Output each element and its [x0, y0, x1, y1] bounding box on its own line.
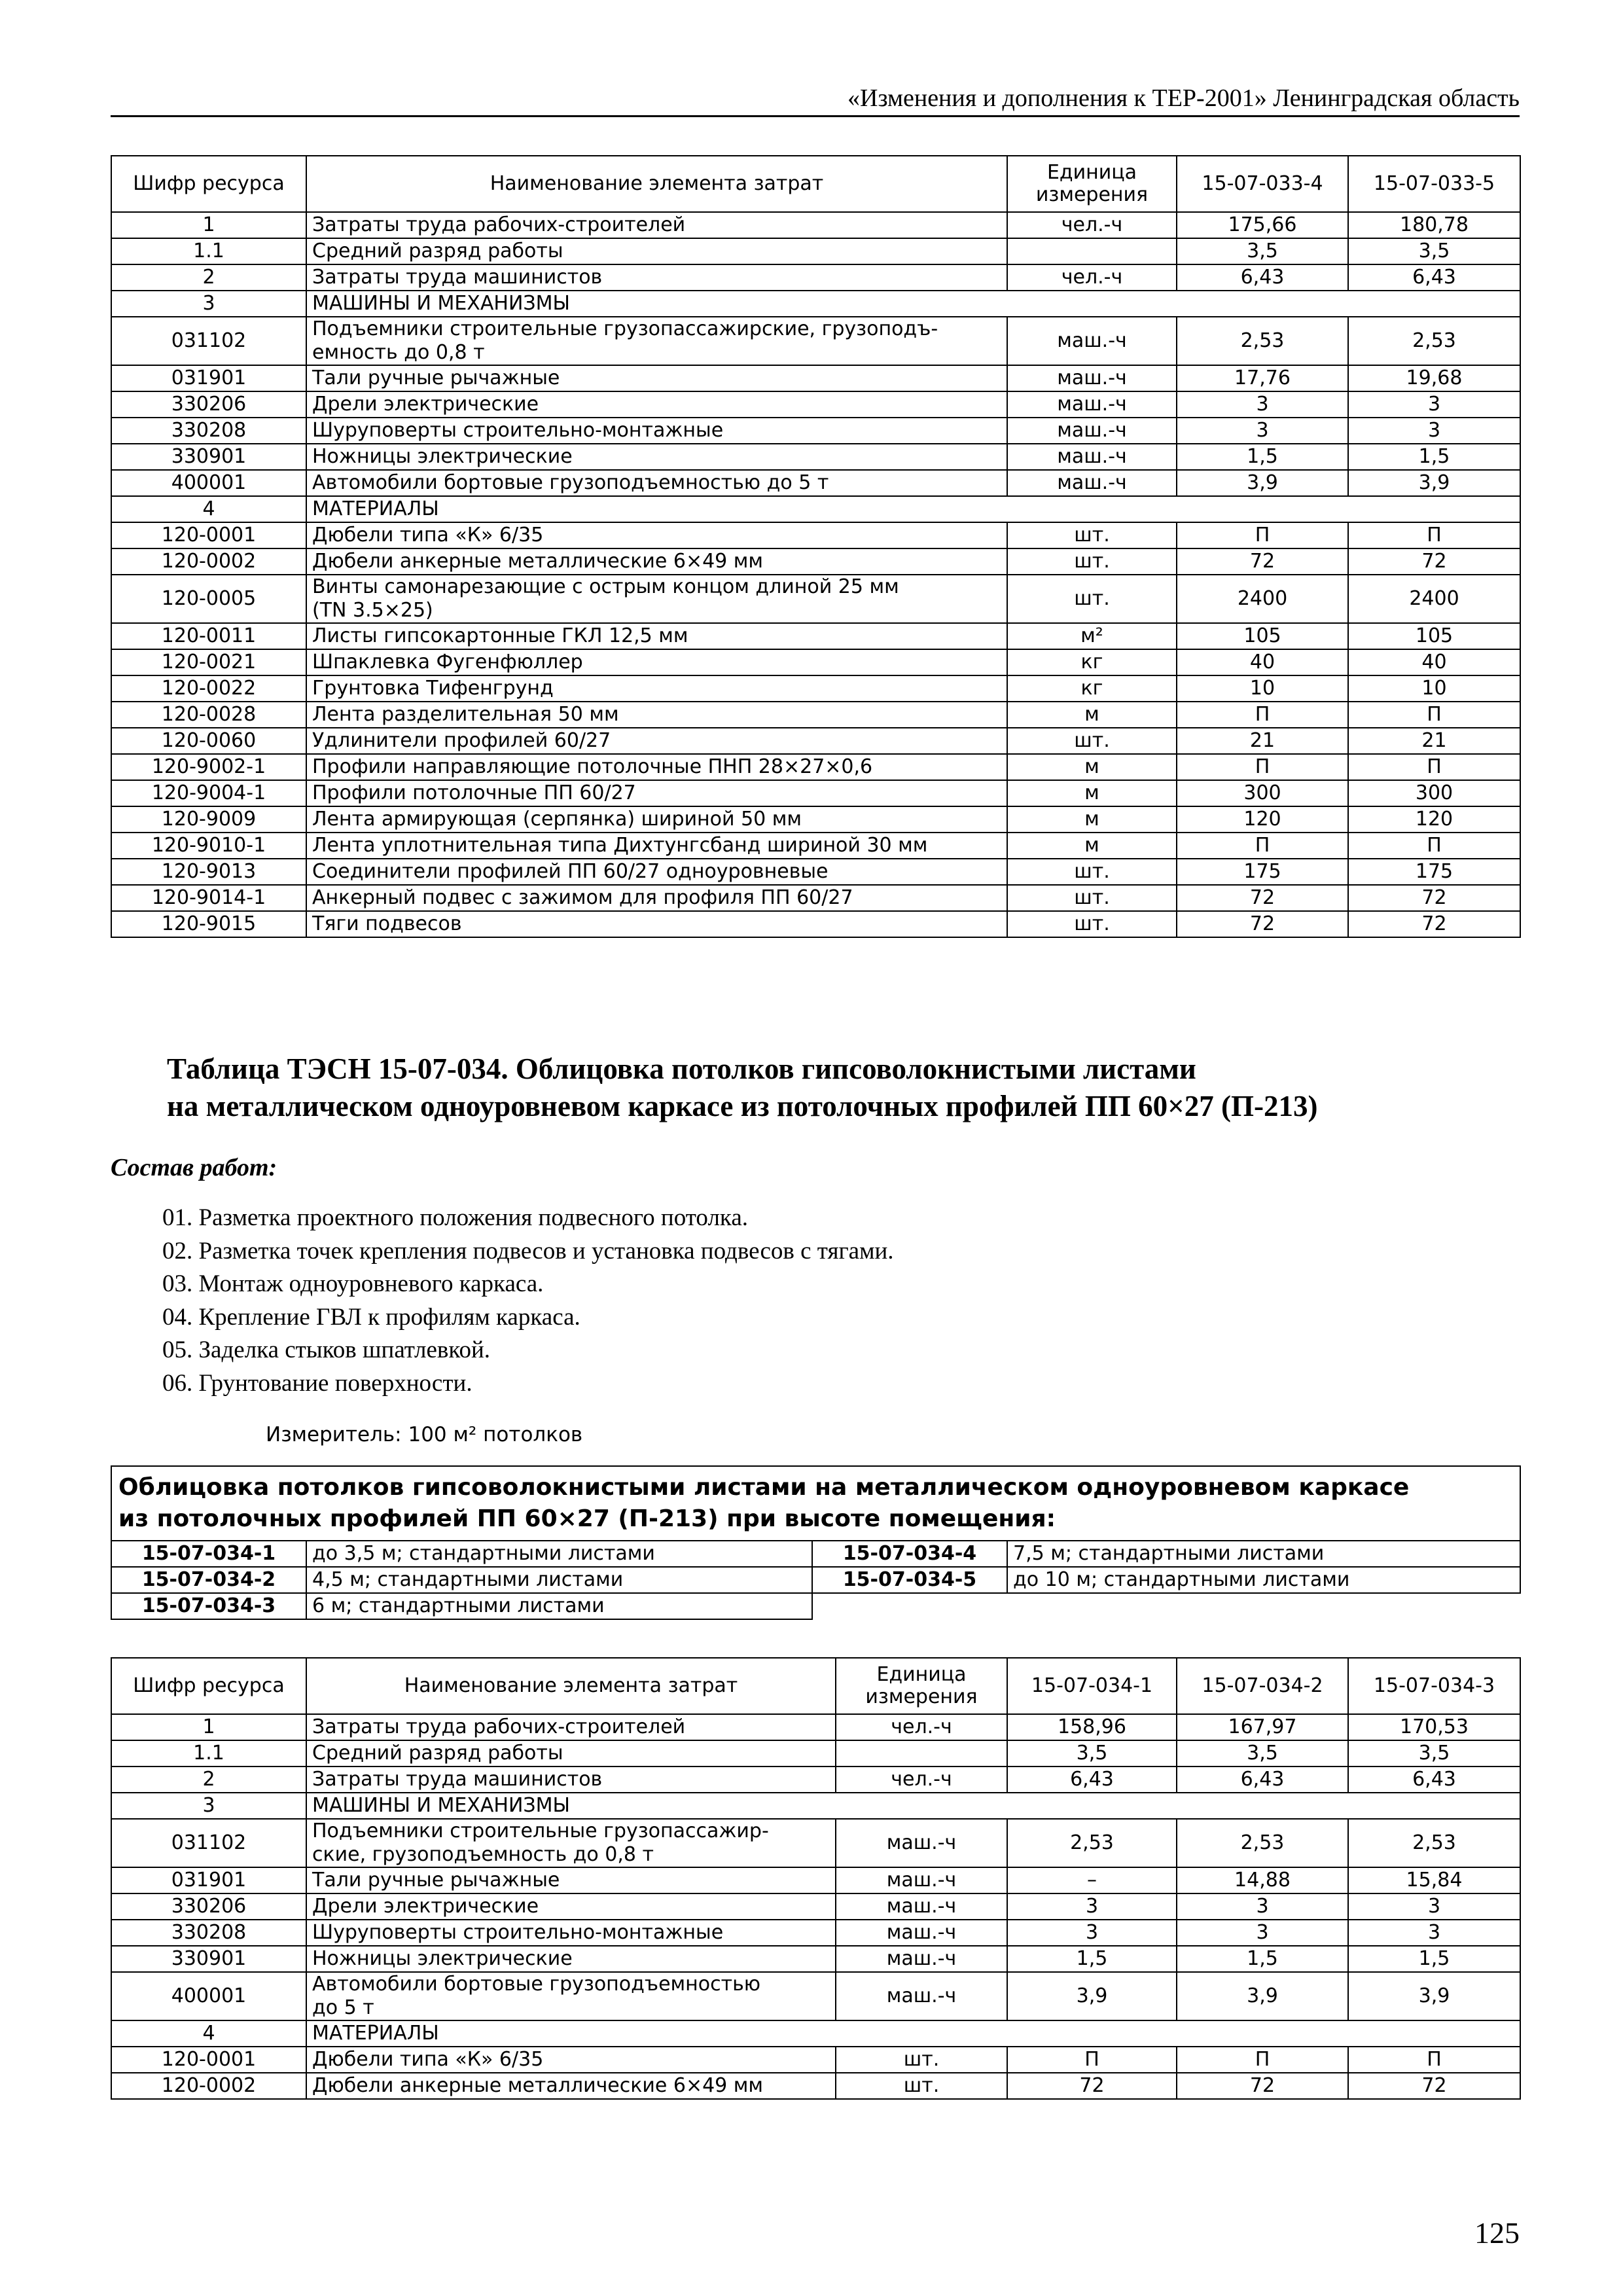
- resource-table-033: [111, 155, 1521, 938]
- value-cell: 72: [1177, 548, 1348, 575]
- value-cell: 15,84: [1348, 1867, 1520, 1893]
- unit: маш.-ч: [836, 1893, 1007, 1920]
- resource-table-034: [111, 1657, 1521, 2100]
- value-cell: 300: [1348, 780, 1520, 806]
- value-cell: П: [1007, 2047, 1177, 2073]
- resource-code: 1.1: [111, 1740, 306, 1767]
- header-row: [111, 156, 1520, 212]
- resource-code: 330901: [111, 1946, 306, 1972]
- resource-code: 400001: [111, 470, 306, 496]
- resource-name: Ножницы электрические: [306, 444, 1007, 470]
- resource-code: 120-0028: [111, 702, 306, 728]
- unit: м: [1007, 780, 1177, 806]
- norm-code: 15-07-034-1: [111, 1541, 306, 1567]
- unit: чел.-ч: [836, 1767, 1007, 1793]
- resource-code: 120-0021: [111, 649, 306, 675]
- unit: шт.: [1007, 911, 1177, 937]
- unit: шт.: [1007, 548, 1177, 575]
- resource-name: Тали ручные рычажные: [306, 1867, 836, 1893]
- resource-code: 330901: [111, 444, 306, 470]
- resource-code: 2: [111, 1767, 306, 1793]
- table-row: [111, 1893, 1520, 1920]
- resource-name: Дрели электрические: [306, 391, 1007, 418]
- unit: [836, 1740, 1007, 1767]
- table-row: [111, 649, 1520, 675]
- resource-name: Шуруповерты строительно-монтажные: [306, 1920, 836, 1946]
- value-cell: 2400: [1348, 575, 1520, 623]
- table-row: [111, 885, 1520, 911]
- work-item: 01. Разметка проектного положения подвесного потолка.: [162, 1204, 748, 1231]
- resource-name: Шуруповерты строительно-монтажные: [306, 418, 1007, 444]
- column-header: Шифр ресурса: [111, 1658, 306, 1714]
- unit: маш.-ч: [1007, 317, 1177, 365]
- resource-code: 120-0002: [111, 2073, 306, 2099]
- resource-code: 330208: [111, 1920, 306, 1946]
- table-row: [111, 575, 1520, 623]
- unit: шт.: [1007, 859, 1177, 885]
- resource-code: 120-9009: [111, 806, 306, 833]
- value-cell: 3: [1348, 418, 1520, 444]
- norm-desc: 6 м; стандартными листами: [306, 1593, 812, 1619]
- meter-text: Измеритель: 100 м² потолков: [266, 1423, 583, 1446]
- value-cell: 120: [1348, 806, 1520, 833]
- unit: маш.-ч: [836, 1867, 1007, 1893]
- unit: маш.-ч: [1007, 391, 1177, 418]
- column-header: Наименование элемента затрат: [306, 156, 1007, 212]
- value-cell: 2,53: [1348, 1819, 1520, 1867]
- table-row: [111, 391, 1520, 418]
- section-name: МАШИНЫ И МЕХАНИЗМЫ: [306, 1793, 1520, 1819]
- value-cell: 21: [1348, 728, 1520, 754]
- section-title-line1: Таблица ТЭСН 15-07-034. Облицовка потолков гипсоволокнистыми листами: [167, 1052, 1196, 1085]
- value-cell: 40: [1348, 649, 1520, 675]
- column-header: 15-07-034-3: [1348, 1658, 1520, 1714]
- value-cell: 2400: [1177, 575, 1348, 623]
- value-cell: 72: [1177, 885, 1348, 911]
- resource-code: 120-0022: [111, 675, 306, 702]
- column-header: 15-07-034-2: [1177, 1658, 1348, 1714]
- value-cell: П: [1177, 702, 1348, 728]
- norm-code: 15-07-034-5: [812, 1567, 1007, 1593]
- value-cell: 3: [1348, 1893, 1520, 1920]
- value-cell: 10: [1348, 675, 1520, 702]
- value-cell: 6,43: [1348, 1767, 1520, 1793]
- section-title-line2: на металлическом одноуровневом каркасе из потолочных профилей ПП 60×27 (П-213): [167, 1090, 1318, 1122]
- section-row: [111, 1793, 1520, 1819]
- empty-cell: [812, 1593, 1520, 1619]
- value-cell: 3,5: [1348, 238, 1520, 264]
- value-cell: 72: [1348, 911, 1520, 937]
- resource-name: Удлинители профилей 60/27: [306, 728, 1007, 754]
- resource-code: 120-9004-1: [111, 780, 306, 806]
- unit: маш.-ч: [836, 1946, 1007, 1972]
- value-cell: 3: [1348, 391, 1520, 418]
- resource-code: 120-9002-1: [111, 754, 306, 780]
- work-item: 02. Разметка точек крепления подвесов и установка подвесов с тягами.: [162, 1237, 894, 1265]
- value-cell: 167,97: [1177, 1714, 1348, 1740]
- norm-code: 15-07-034-3: [111, 1593, 306, 1619]
- unit: м²: [1007, 623, 1177, 649]
- value-cell: 1,5: [1007, 1946, 1177, 1972]
- section-name: МАТЕРИАЛЫ: [306, 496, 1520, 522]
- table-row: [111, 1740, 1520, 1767]
- resource-code: 031102: [111, 317, 306, 365]
- resource-name: Тяги подвесов: [306, 911, 1007, 937]
- resource-name: Средний разряд работы: [306, 1740, 836, 1767]
- section-row: [111, 496, 1520, 522]
- works-heading: Состав работ:: [111, 1154, 277, 1181]
- table-row: [111, 1946, 1520, 1972]
- table-row: [111, 702, 1520, 728]
- resource-code: 330206: [111, 1893, 306, 1920]
- value-cell: 3,5: [1177, 1740, 1348, 1767]
- norms-info-box: [111, 1465, 1521, 1620]
- value-cell: 17,76: [1177, 365, 1348, 391]
- column-header: Единица измерения: [1007, 156, 1177, 212]
- resource-code: 3: [111, 291, 306, 317]
- unit: [1007, 238, 1177, 264]
- resource-code: 330206: [111, 391, 306, 418]
- value-cell: П: [1348, 754, 1520, 780]
- resource-name: Грунтовка Тифенгрунд: [306, 675, 1007, 702]
- value-cell: 3: [1007, 1920, 1177, 1946]
- resource-code: 1: [111, 212, 306, 238]
- value-cell: П: [1348, 2047, 1520, 2073]
- value-cell: 3,5: [1007, 1740, 1177, 1767]
- value-cell: 3,5: [1348, 1740, 1520, 1767]
- value-cell: 72: [1007, 2073, 1177, 2099]
- norm-code: 15-07-034-2: [111, 1567, 306, 1593]
- resource-name: Анкерный подвес с зажимом для профиля ПП 60/27: [306, 885, 1007, 911]
- value-cell: 3: [1177, 1893, 1348, 1920]
- value-cell: 175: [1348, 859, 1520, 885]
- resource-code: 4: [111, 2020, 306, 2047]
- unit: шт.: [836, 2073, 1007, 2099]
- resource-name: Автомобили бортовые грузоподъемностью до 5 т: [306, 470, 1007, 496]
- table-row: [111, 780, 1520, 806]
- column-header: 15-07-033-5: [1348, 156, 1520, 212]
- column-header: Наименование элемента затрат: [306, 1658, 836, 1714]
- section-row: [111, 291, 1520, 317]
- norm-code: 15-07-034-4: [812, 1541, 1007, 1567]
- resource-code: 3: [111, 1793, 306, 1819]
- value-cell: 3: [1177, 391, 1348, 418]
- value-cell: 21: [1177, 728, 1348, 754]
- resource-name: Лента армирующая (серпянка) шириной 50 мм: [306, 806, 1007, 833]
- value-cell: 2,53: [1007, 1819, 1177, 1867]
- resource-name: Листы гипсокартонные ГКЛ 12,5 мм: [306, 623, 1007, 649]
- page-number: 125: [1474, 2216, 1520, 2250]
- column-header: 15-07-033-4: [1177, 156, 1348, 212]
- section-name: МАШИНЫ И МЕХАНИЗМЫ: [306, 291, 1520, 317]
- work-item: 03. Монтаж одноуровневого каркаса.: [162, 1270, 544, 1297]
- resource-name: Затраты труда рабочих-строителей: [306, 1714, 836, 1740]
- resource-code: 120-9013: [111, 859, 306, 885]
- resource-name: Дрели электрические: [306, 1893, 836, 1920]
- unit: шт.: [836, 2047, 1007, 2073]
- value-cell: 2,53: [1177, 317, 1348, 365]
- value-cell: –: [1007, 1867, 1177, 1893]
- work-item: 06. Грунтование поверхности.: [162, 1369, 473, 1397]
- unit: шт.: [1007, 728, 1177, 754]
- unit: чел.-ч: [1007, 264, 1177, 291]
- value-cell: 3,5: [1177, 238, 1348, 264]
- column-header: Шифр ресурса: [111, 156, 306, 212]
- unit: кг: [1007, 649, 1177, 675]
- resource-name: Подъемники строительные грузопассажирские, грузоподъ- емность до 0,8 т: [306, 317, 1007, 365]
- value-cell: 175: [1177, 859, 1348, 885]
- value-cell: 2,53: [1177, 1819, 1348, 1867]
- column-header: Единица измерения: [836, 1658, 1007, 1714]
- value-cell: 1,5: [1348, 1946, 1520, 1972]
- unit: м: [1007, 702, 1177, 728]
- resource-code: 2: [111, 264, 306, 291]
- value-cell: П: [1177, 522, 1348, 548]
- resource-code: 120-0001: [111, 2047, 306, 2073]
- resource-code: 120-0001: [111, 522, 306, 548]
- table-row: [111, 1972, 1520, 2020]
- unit: кг: [1007, 675, 1177, 702]
- resource-code: 120-9015: [111, 911, 306, 937]
- resource-code: 4: [111, 496, 306, 522]
- value-cell: 72: [1177, 2073, 1348, 2099]
- table-row: [111, 2047, 1520, 2073]
- value-cell: П: [1177, 754, 1348, 780]
- resource-code: 120-0060: [111, 728, 306, 754]
- works-list: [162, 1202, 894, 1400]
- unit: маш.-ч: [1007, 365, 1177, 391]
- norm-desc: до 3,5 м; стандартными листами: [306, 1541, 812, 1567]
- value-cell: П: [1348, 522, 1520, 548]
- column-header: 15-07-034-1: [1007, 1658, 1177, 1714]
- value-cell: 3,9: [1348, 1972, 1520, 2020]
- value-cell: 300: [1177, 780, 1348, 806]
- table-row: [111, 470, 1520, 496]
- table-row: [111, 1867, 1520, 1893]
- resource-name: Затраты труда машинистов: [306, 264, 1007, 291]
- resource-name: Затраты труда машинистов: [306, 1767, 836, 1793]
- value-cell: 14,88: [1177, 1867, 1348, 1893]
- section-row: [111, 2020, 1520, 2047]
- section-title: [167, 1050, 1317, 1125]
- value-cell: П: [1177, 2047, 1348, 2073]
- table-row: [111, 522, 1520, 548]
- resource-code: 330208: [111, 418, 306, 444]
- value-cell: 3: [1177, 1920, 1348, 1946]
- resource-code: 120-0002: [111, 548, 306, 575]
- resource-name: Дюбели типа «К» 6/35: [306, 522, 1007, 548]
- value-cell: 3,9: [1177, 470, 1348, 496]
- header-row: [111, 1658, 1520, 1714]
- header-rule: [111, 115, 1520, 117]
- value-cell: 72: [1348, 2073, 1520, 2099]
- unit: маш.-ч: [836, 1972, 1007, 2020]
- norm-desc: 7,5 м; стандартными листами: [1007, 1541, 1520, 1567]
- value-cell: 2,53: [1348, 317, 1520, 365]
- unit: маш.-ч: [1007, 444, 1177, 470]
- unit: чел.-ч: [1007, 212, 1177, 238]
- work-item: 04. Крепление ГВЛ к профилям каркаса.: [162, 1303, 580, 1331]
- resource-name: Средний разряд работы: [306, 238, 1007, 264]
- value-cell: П: [1348, 833, 1520, 859]
- value-cell: 175,66: [1177, 212, 1348, 238]
- value-cell: 6,43: [1348, 264, 1520, 291]
- table-row: [111, 728, 1520, 754]
- table-row: [111, 418, 1520, 444]
- running-head: «Изменения и дополнения к ТЕР-2001» Ленинградская область: [847, 84, 1520, 112]
- value-cell: 1,5: [1348, 444, 1520, 470]
- unit: м: [1007, 754, 1177, 780]
- value-cell: 3: [1348, 1920, 1520, 1946]
- section-name: МАТЕРИАЛЫ: [306, 2020, 1520, 2047]
- resource-code: 120-0011: [111, 623, 306, 649]
- unit: маш.-ч: [1007, 470, 1177, 496]
- value-cell: П: [1348, 702, 1520, 728]
- unit: м: [1007, 806, 1177, 833]
- resource-name: Шпаклевка Фугенфюллер: [306, 649, 1007, 675]
- resource-name: Ножницы электрические: [306, 1946, 836, 1972]
- resource-name: Автомобили бортовые грузоподъемностью до 5 т: [306, 1972, 836, 2020]
- resource-code: 1.1: [111, 238, 306, 264]
- resource-name: Дюбели анкерные металлические 6×49 мм: [306, 2073, 836, 2099]
- value-cell: 180,78: [1348, 212, 1520, 238]
- value-cell: 3,9: [1177, 1972, 1348, 2020]
- value-cell: 72: [1348, 548, 1520, 575]
- table-row: [111, 212, 1520, 238]
- resource-name: Дюбели анкерные металлические 6×49 мм: [306, 548, 1007, 575]
- resource-code: 120-9014-1: [111, 885, 306, 911]
- table-row: [111, 859, 1520, 885]
- table-row: [111, 548, 1520, 575]
- value-cell: 170,53: [1348, 1714, 1520, 1740]
- resource-name: Дюбели типа «К» 6/35: [306, 2047, 836, 2073]
- table-row: [111, 911, 1520, 937]
- resource-name: Профили направляющие потолочные ПНП 28×27×0,6: [306, 754, 1007, 780]
- table-row: [111, 264, 1520, 291]
- value-cell: П: [1177, 833, 1348, 859]
- unit: шт.: [1007, 522, 1177, 548]
- resource-code: 1: [111, 1714, 306, 1740]
- table-row: [111, 317, 1520, 365]
- resource-code: 120-0005: [111, 575, 306, 623]
- value-cell: 6,43: [1177, 1767, 1348, 1793]
- work-item: 05. Заделка стыков шпатлевкой.: [162, 1336, 491, 1363]
- unit: маш.-ч: [1007, 418, 1177, 444]
- table-row: [111, 623, 1520, 649]
- resource-code: 031901: [111, 365, 306, 391]
- value-cell: 3,9: [1007, 1972, 1177, 2020]
- value-cell: 158,96: [1007, 1714, 1177, 1740]
- resource-name: Тали ручные рычажные: [306, 365, 1007, 391]
- resource-name: Лента уплотнительная типа Дихтунгсбанд шириной 30 мм: [306, 833, 1007, 859]
- value-cell: 105: [1177, 623, 1348, 649]
- table-row: [111, 238, 1520, 264]
- resource-name: Лента разделительная 50 мм: [306, 702, 1007, 728]
- resource-name: Соединители профилей ПП 60/27 одноуровневые: [306, 859, 1007, 885]
- table-row: [111, 1767, 1520, 1793]
- resource-name: Подъемники строительные грузопассажир- ские, грузоподъемность до 0,8 т: [306, 1819, 836, 1867]
- value-cell: 1,5: [1177, 444, 1348, 470]
- value-cell: 6,43: [1177, 264, 1348, 291]
- value-cell: 3: [1007, 1893, 1177, 1920]
- value-cell: 1,5: [1177, 1946, 1348, 1972]
- resource-name: Винты самонарезающие с острым концом длиной 25 мм (TN 3.5×25): [306, 575, 1007, 623]
- value-cell: 10: [1177, 675, 1348, 702]
- unit: чел.-ч: [836, 1714, 1007, 1740]
- table-row: [111, 444, 1520, 470]
- table-row: [111, 365, 1520, 391]
- table-row: [111, 833, 1520, 859]
- resource-code: 031102: [111, 1819, 306, 1867]
- value-cell: 40: [1177, 649, 1348, 675]
- resource-code: 400001: [111, 1972, 306, 2020]
- unit: шт.: [1007, 575, 1177, 623]
- table-row: [111, 1920, 1520, 1946]
- value-cell: 72: [1348, 885, 1520, 911]
- table-row: [111, 2073, 1520, 2099]
- table-row: [111, 754, 1520, 780]
- value-cell: 19,68: [1348, 365, 1520, 391]
- resource-code: 031901: [111, 1867, 306, 1893]
- info-caption: Облицовка потолков гипсоволокнистыми листами на металлическом одноуровневом каркасе из потолочных профилей ПП 60×27 (П-213) при высоте помещения:: [111, 1466, 1520, 1541]
- value-cell: 105: [1348, 623, 1520, 649]
- table-row: [111, 1819, 1520, 1867]
- resource-code: 120-9010-1: [111, 833, 306, 859]
- value-cell: 3,9: [1348, 470, 1520, 496]
- value-cell: 72: [1177, 911, 1348, 937]
- unit: м: [1007, 833, 1177, 859]
- resource-name: Затраты труда рабочих-строителей: [306, 212, 1007, 238]
- value-cell: 120: [1177, 806, 1348, 833]
- resource-name: Профили потолочные ПП 60/27: [306, 780, 1007, 806]
- value-cell: 3: [1177, 418, 1348, 444]
- table-row: [111, 675, 1520, 702]
- table-row: [111, 1714, 1520, 1740]
- norm-desc: до 10 м; стандартными листами: [1007, 1567, 1520, 1593]
- unit: маш.-ч: [836, 1819, 1007, 1867]
- unit: шт.: [1007, 885, 1177, 911]
- norm-desc: 4,5 м; стандартными листами: [306, 1567, 812, 1593]
- unit: маш.-ч: [836, 1920, 1007, 1946]
- table-row: [111, 806, 1520, 833]
- value-cell: 6,43: [1007, 1767, 1177, 1793]
